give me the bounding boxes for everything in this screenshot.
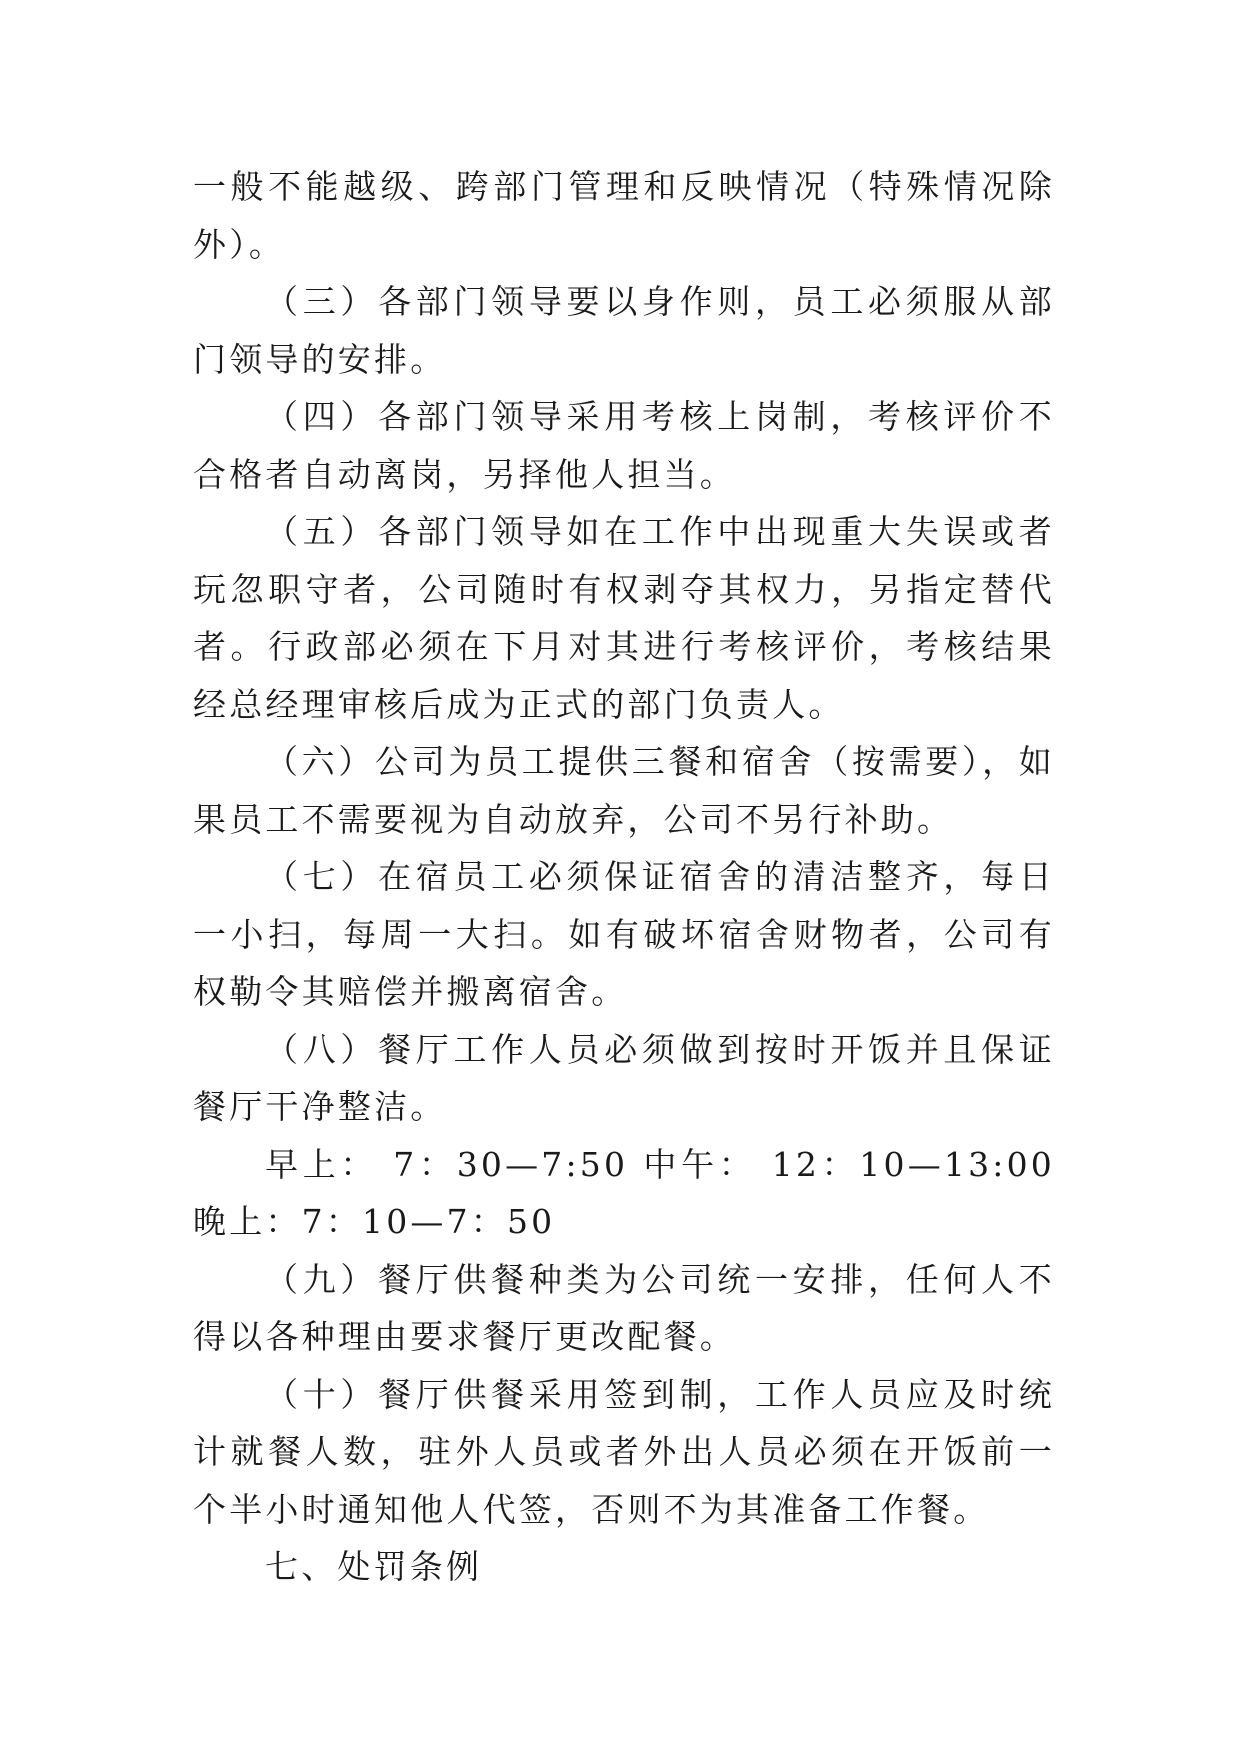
paragraph-item-7: （七）在宿员工必须保证宿舍的清洁整齐，每日一小扫，每周一大扫。如有破坏宿舍财物者，公司有权勒令其赔偿并搬离宿舍。 [193,857,1055,1011]
paragraph-item-3: （三）各部门领导要以身作则，员工必须服从部门领导的安排。 [193,282,1055,379]
paragraph-item-6: （六）公司为员工提供三餐和宿舍（按需要），如果员工不需要视为自动放弃，公司不另行补助。 [193,742,1055,839]
paragraph-item-8: （八）餐厅工作人员必须做到按时开饭并且保证餐厅干净整洁。 [193,1029,1055,1126]
section-heading-penalties: 七、处罚条例 [265,1547,483,1586]
paragraph-item-9: （九）餐厅供餐种类为公司统一安排，任何人不得以各种理由要求餐厅更改配餐。 [193,1259,1055,1356]
paragraph-item-5: （五）各部门领导如在工作中出现重大失误或者玩忽职守者，公司随时有权剥夺其权力，另指定替代者。行政部必须在下月对其进行考核评价，考核结果经总经理审核后成为正式的部门负责人。 [193,512,1055,724]
paragraph-item-10: （十）餐厅供餐采用签到制，工作人员应及时统计就餐人数，驻外人员或者外出人员必须在开饭前一个半小时通知他人代签，否则不为其准备工作餐。 [193,1374,1055,1529]
meal-schedule: 早上： 7：30—7:50 中午： 12：10—13:00 晚上：7：10—7：50 [193,1144,1055,1241]
paragraph-item-4: （四）各部门领导采用考核上岗制，考核评价不合格者自动离岗，另择他人担当。 [193,397,1055,494]
paragraph-continuation: 一般不能越级、跨部门管理和反映情况（特殊情况除外）。 [193,167,1055,264]
document-body [193,158,1055,1596]
